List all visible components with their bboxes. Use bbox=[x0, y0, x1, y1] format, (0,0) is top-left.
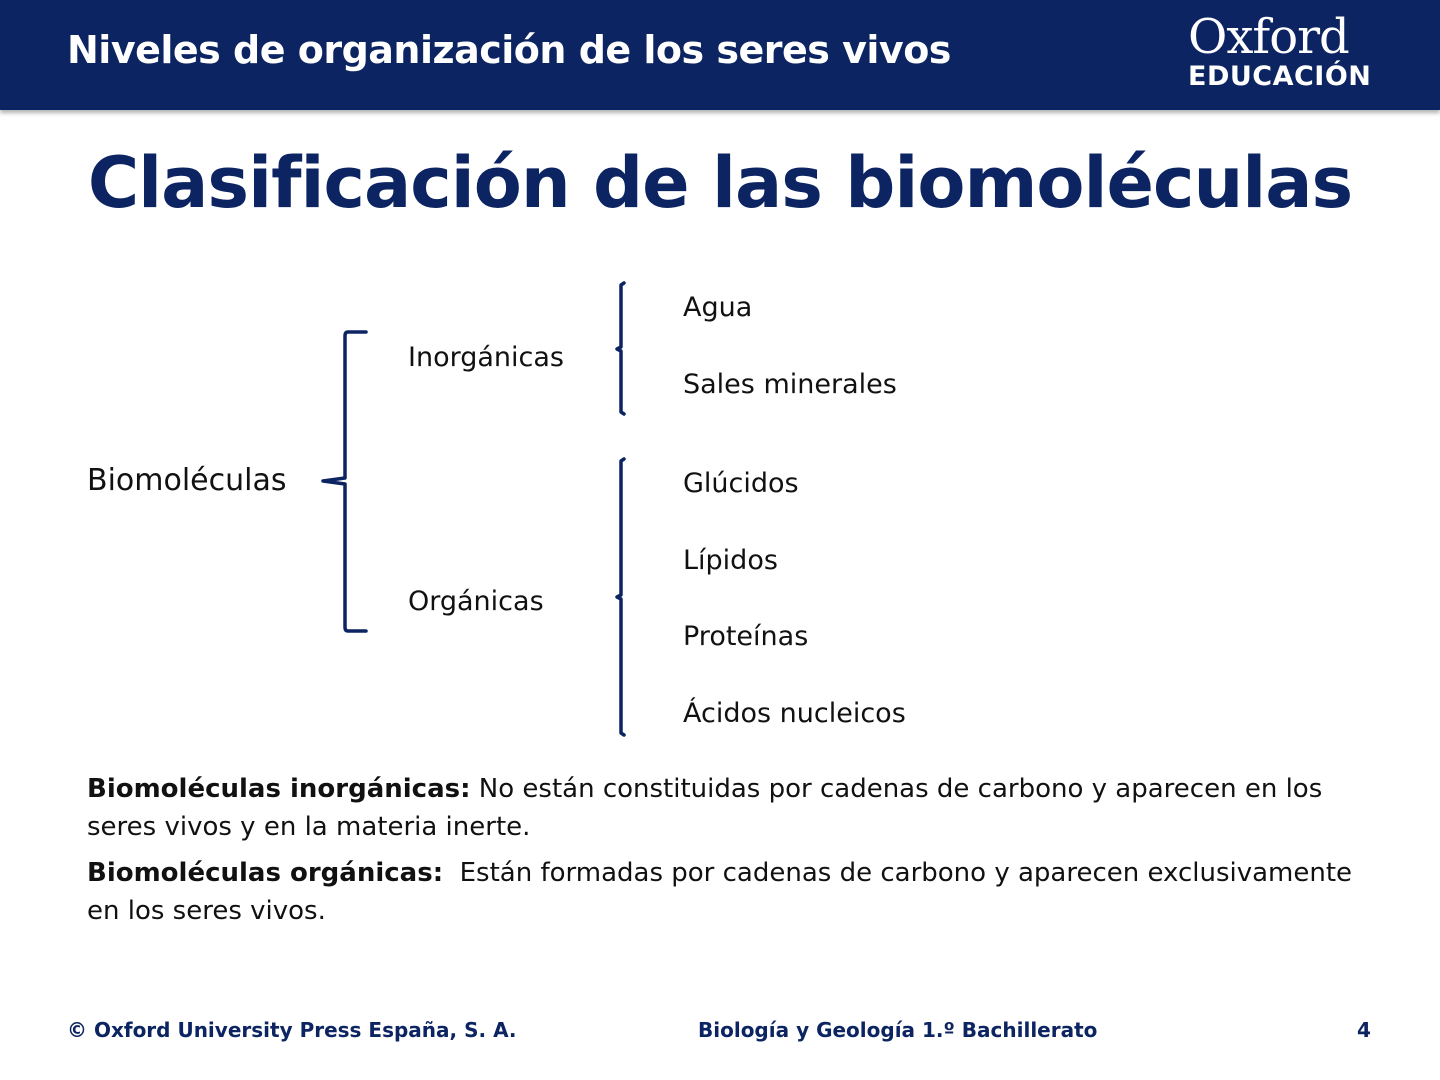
definition-text: Están formadas por cadenas de carbono y aparecen exclusivamente en los seres vivos. bbox=[87, 858, 1361, 926]
list-item: Proteínas bbox=[683, 621, 809, 652]
list-item: Lípidos bbox=[683, 545, 778, 576]
definition-term: Biomoléculas orgánicas: bbox=[87, 858, 444, 888]
root-brace bbox=[323, 332, 366, 631]
definition-organic bbox=[87, 854, 1377, 930]
list-item: Glúcidos bbox=[683, 468, 799, 499]
page-number: 4 bbox=[1357, 1018, 1371, 1042]
list-item: Agua bbox=[683, 292, 753, 323]
footer-course: Biología y Geología 1.º Bachillerato bbox=[698, 1018, 1098, 1042]
list-item: Sales minerales bbox=[683, 369, 897, 400]
group-label-organic: Orgánicas bbox=[408, 586, 544, 617]
header-title: Niveles de organización de los seres vivos bbox=[67, 28, 951, 72]
footer-copyright: © Oxford University Press España, S. A. bbox=[67, 1018, 517, 1042]
group-label-inorganic: Inorgánicas bbox=[408, 342, 564, 373]
logo-educacion-text: EDUCACIÓN bbox=[1188, 61, 1372, 92]
definition-text: No están constituidas por cadenas de carbono y aparecen en los seres vivos y en la materia inerte. bbox=[87, 774, 1323, 842]
list-item: Ácidos nucleicos bbox=[683, 698, 906, 729]
root-label: Biomoléculas bbox=[87, 463, 287, 498]
organic-brace bbox=[617, 459, 624, 735]
page-title: Clasificación de las biomoléculas bbox=[87, 142, 1353, 224]
logo-oxford-text: Oxford bbox=[1188, 9, 1349, 65]
definition-inorganic bbox=[87, 770, 1377, 846]
definition-term: Biomoléculas inorgánicas: bbox=[87, 774, 471, 804]
inorganic-brace bbox=[617, 283, 624, 414]
